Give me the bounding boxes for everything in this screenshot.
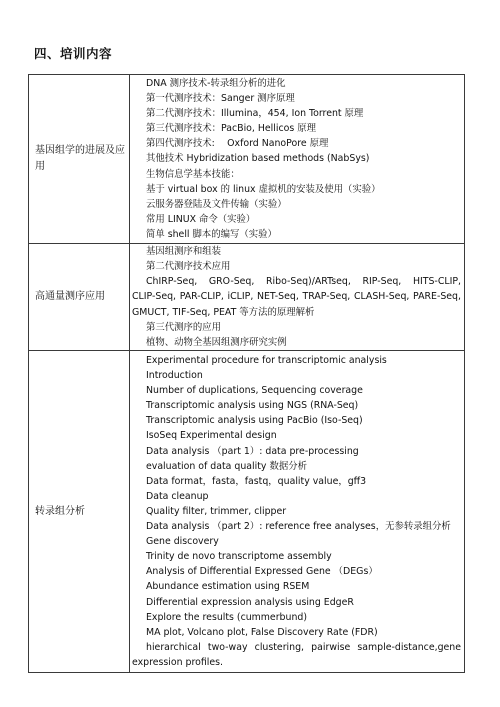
list-item: evaluation of data quality 数据分析: [146, 460, 307, 472]
list-item: 简单 shell 脚本的编写（实验）: [146, 228, 277, 240]
row-label: 高通量测序应用: [29, 244, 130, 351]
list-item: GMUCT, TIF-Seq, PEAT 等方法的原理解析: [132, 306, 315, 318]
list-item: 第三代测序的应用: [146, 321, 222, 333]
list-item: Gene discovery: [146, 536, 219, 548]
list-item: 常用 LINUX 命令（实验）: [146, 213, 256, 225]
list-item: 生物信息学基本技能：: [146, 168, 240, 180]
row-label: 转录组分析: [29, 351, 130, 673]
list-item: Explore the results (cummerbund): [146, 611, 307, 623]
row-content: [130, 75, 465, 244]
list-item: ChIRP-Seq, GRO-Seq, Ribo-Seq)/ARTseq, RIP-Seq, HITS-CLIP,: [146, 276, 461, 288]
list-item: 云服务器登陆及文件传输（实验）: [146, 198, 287, 210]
table-row: [29, 75, 465, 244]
list-item: MA plot, Volcano plot, False Discovery Rate (FDR): [146, 626, 378, 638]
list-item: 基于 virtual box 的 linux 虚拟机的安装及使用（实验）: [146, 183, 381, 195]
list-item: 第三代测序技术：PacBio, Hellicos 原理: [146, 123, 316, 135]
list-item: Experimental procedure for transcriptomic analysis: [146, 355, 387, 367]
list-item: Data analysis （part 2）: reference free analyses，无参转录组分析: [146, 521, 451, 533]
list-item: Introduction: [146, 370, 203, 382]
list-item: Transcriptomic analysis using NGS (RNA-Seq): [146, 400, 359, 412]
list-item: Data cleanup: [146, 490, 209, 502]
list-item: 植物、动物全基因组测序研究实例: [146, 336, 287, 348]
list-item: Quality filter, trimmer, clipper: [146, 505, 287, 517]
list-item: Data format，fasta，fastq，quality value，gff3: [146, 475, 367, 487]
list-item: Abundance estimation using RSEM: [146, 581, 310, 593]
table-row: [29, 351, 465, 673]
list-item: 第一代测序技术：Sanger 测序原理: [146, 93, 295, 105]
list-item: 第四代测序技术: Oxford NanoPore 原理: [146, 138, 329, 150]
list-item: IsoSeq Experimental design: [146, 430, 277, 442]
list-item: Transcriptomic analysis using PacBio (Iso-Seq): [146, 415, 363, 427]
list-item: 第二代测序技术：Illumina，454, Ion Torrent 原理: [146, 108, 364, 120]
list-item: Data analysis （part 1）: data pre-processing: [146, 445, 359, 457]
list-item: 第二代测序技术应用: [146, 261, 231, 273]
list-item: 其他技术 Hybridization based methods (NabSys): [146, 153, 370, 165]
list-item: 基因组测序和组装: [146, 246, 222, 258]
row-content: [130, 244, 465, 351]
list-item: expression profiles.: [132, 656, 224, 668]
list-item: Differential expression analysis using EdgeR: [146, 596, 354, 608]
row-content: [130, 351, 465, 673]
list-item: Trinity de novo transcriptome assembly: [146, 551, 332, 563]
list-item: DNA 测序技术-转录组分析的进化: [146, 77, 286, 89]
list-item: CLIP-Seq, PAR-CLIP, iCLIP, NET-Seq, TRAP-Seq, CLASH-Seq, PARE-Seq,: [132, 291, 461, 303]
section-heading: 四、培训内容: [34, 46, 113, 61]
list-item: Number of duplications, Sequencing coverage: [146, 385, 363, 397]
list-item: hierarchical two-way clustering, pairwise sample-distance,gene: [146, 641, 461, 653]
row-label: 基因组学的进展及应用: [29, 75, 130, 244]
list-item: Analysis of Differential Expressed Gene （DEGs）: [146, 566, 378, 578]
table-row: [29, 244, 465, 351]
training-content-table: [28, 74, 465, 673]
